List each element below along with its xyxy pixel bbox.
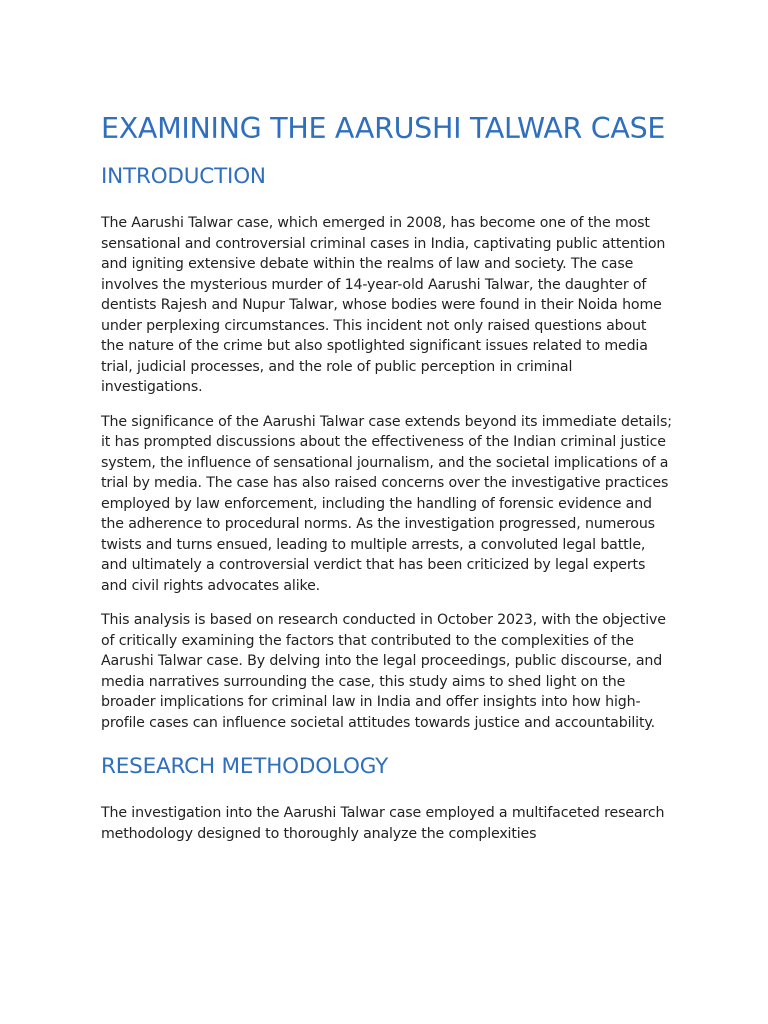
research-methodology-heading: RESEARCH METHODOLOGY: [101, 754, 389, 779]
research-methodology-paragraph-1: The investigation into the Aarushi Talwar case employed a multifaceted research methodology designed to thoroughly analyze the complexities: [101, 805, 665, 842]
introduction-heading: INTRODUCTION: [101, 164, 266, 189]
introduction-paragraph-2: The significance of the Aarushi Talwar case extends beyond its immediate details; it has prompted discussions about the effectiveness of the Indian criminal justice system, the influence of sensational journalism, and the societal implications of a trial by media. The case has also raised concerns over the investigative practices employed by law enforcement, including the handling of forensic evidence and the adherence to procedural norms. As the investigation progressed, numerous twists and turns ensued, leading to multiple arrests, a convoluted legal battle, and ultimately a controversial verdict that has been criticized by legal experts and civil rights advocates alike.: [101, 413, 672, 594]
introduction-paragraph-3: This analysis is based on research conducted in October 2023, with the objective of critically examining the factors that contributed to the complexities of the Aarushi Talwar case. By delving into the legal proceedings, public discourse, and media narratives surrounding the case, this study aims to shed light on the broader implications for criminal law in India and offer insights into how high-profile cases can influence societal attitudes towards justice and accountability.: [101, 612, 666, 731]
document-page: [101, 108, 673, 844]
document-title: EXAMINING THE AARUSHI TALWAR CASE: [101, 112, 666, 145]
introduction-paragraph-1: The Aarushi Talwar case, which emerged in 2008, has become one of the most sensational and controversial criminal cases in India, captivating public attention and igniting extensive debate within the realms of law and society. The case involves the mysterious murder of 14-year-old Aarushi Talwar, the daughter of dentists Rajesh and Nupur Talwar, whose bodies were found in their Noida home under perplexing circumstances. This incident not only raised questions about the nature of the crime but also spotlighted significant issues related to media trial, judicial processes, and the role of public perception in criminal investigations.: [101, 215, 666, 395]
